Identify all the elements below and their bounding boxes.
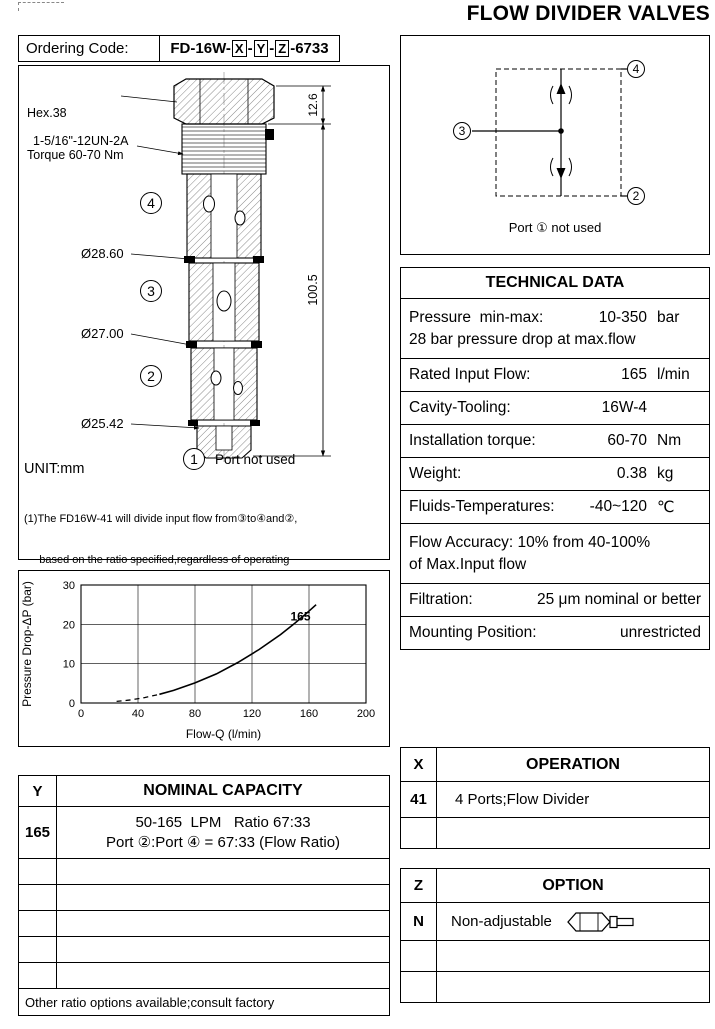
svg-text:Pressure Drop-ΔP (bar): Pressure Drop-ΔP (bar) (20, 581, 34, 707)
code-suffix: -6733 (290, 40, 329, 57)
pressure-drop-chart-panel (18, 570, 390, 747)
table-row-temperature (401, 490, 709, 523)
schematic-caption: Port ① not used (508, 220, 602, 235)
table-row-weight (401, 457, 709, 490)
svg-text:20: 20 (62, 619, 75, 632)
row-key: N (401, 903, 437, 940)
table-title: NOMINAL CAPACITY (143, 782, 303, 799)
table-footer: Other ratio options available;consult factory (19, 988, 389, 1015)
ordering-code-label: Ordering Code: (26, 40, 129, 57)
tech-note: of Max.Input flow (409, 555, 527, 573)
empty-row (19, 884, 389, 910)
torque-text: Torque 60-70 Nm (27, 148, 124, 162)
pressure-drop-chart (19, 571, 388, 745)
hex-size-text: Hex.38 (27, 106, 67, 120)
option-value: Non-adjustable (451, 913, 552, 930)
tech-value: 16W-4 (601, 399, 647, 416)
tech-unit: l/min (657, 366, 690, 383)
column-key-y: Y (19, 776, 57, 806)
empty-row (401, 940, 709, 971)
technical-data-table (400, 267, 710, 650)
code-prefix: FD-16W- (170, 40, 231, 57)
empty-row (19, 910, 389, 936)
hex-plug-icon (564, 910, 640, 934)
svg-text:Flow-Q (l/min): Flow-Q (l/min) (185, 727, 262, 741)
dim-label-12-6: 12.6 (306, 93, 320, 117)
tech-value: 165 (621, 366, 647, 383)
table-row-41 (401, 781, 709, 817)
nominal-capacity-table (18, 775, 390, 1016)
ordering-code-box (18, 35, 340, 62)
option-table (400, 868, 710, 1003)
empty-row (401, 817, 709, 848)
tech-unit: ℃ (657, 498, 675, 516)
svg-text:120: 120 (242, 708, 262, 720)
tech-unit: bar (657, 308, 680, 326)
port-4-label: 4 (140, 192, 162, 214)
operation-table (400, 747, 710, 849)
svg-text:200: 200 (356, 708, 376, 720)
row-key: 41 (401, 782, 437, 817)
code-separator: - (269, 40, 275, 57)
svg-text:160: 160 (299, 708, 319, 720)
table-title: OPERATION (526, 755, 620, 773)
code-z-placeholder: Z (275, 40, 289, 57)
crop-mark (18, 2, 64, 11)
tech-value: 60-70 (607, 432, 647, 449)
tech-value: unrestricted (620, 624, 701, 641)
svg-text:30: 30 (62, 580, 75, 592)
table-row-mounting (401, 616, 709, 649)
schematic-port-4: 4 (627, 60, 645, 78)
table-title: OPTION (542, 876, 604, 894)
tech-note: 28 bar pressure drop at max.flow (409, 330, 636, 348)
technical-data-title: TECHNICAL DATA (485, 274, 625, 291)
code-separator: - (247, 40, 253, 57)
schematic-panel (400, 35, 710, 255)
note-line: based on the ratio specified,regardless of operating (24, 553, 290, 566)
table-header (401, 869, 709, 902)
diameter-label-mid: Ø27.00 (81, 326, 124, 341)
tech-label: Filtration: (409, 591, 473, 608)
table-row-165 (19, 806, 389, 858)
code-y-placeholder: Y (254, 40, 269, 57)
tech-label: Mounting Position: (409, 624, 537, 641)
svg-text:40: 40 (131, 708, 145, 720)
table-row-cavity (401, 391, 709, 424)
tech-label: Cavity-Tooling: (409, 399, 511, 416)
table-header (401, 748, 709, 781)
table-header (19, 776, 389, 806)
empty-row (19, 936, 389, 962)
row-key: 165 (19, 807, 57, 858)
svg-text:0: 0 (77, 708, 85, 720)
note-line: (1)The FD16W-41 will divide input flow from③to④and②, (24, 513, 298, 526)
port-2-label: 2 (140, 365, 162, 387)
tech-label: Fluids-Temperatures: (409, 498, 555, 515)
ordering-code-value (159, 36, 339, 61)
diameter-label-bottom: Ø25.42 (81, 416, 124, 431)
valve-drawing-panel (18, 65, 390, 566)
column-key-z: Z (401, 869, 437, 902)
table-row-pressure (401, 298, 709, 358)
empty-row (19, 858, 389, 884)
tech-value: 10-350 (598, 308, 647, 326)
tech-unit: Nm (657, 432, 682, 449)
svg-text:165: 165 (290, 609, 311, 624)
schematic-port-3: 3 (453, 122, 471, 140)
table-row-n (401, 902, 709, 940)
tech-label: Rated Input Flow: (409, 366, 531, 383)
thread-spec-label: 1-5/16"-12UN-2A (33, 134, 129, 148)
table-row-rated-flow (401, 358, 709, 391)
port-1-note: Port not used (215, 452, 296, 467)
diameter-label-top: Ø28.60 (81, 246, 124, 261)
tech-label: Weight: (409, 465, 462, 482)
svg-text:80: 80 (188, 708, 202, 720)
ratio-text: Port ②:Port ④ = 67:33 (Flow Ratio) (105, 833, 341, 851)
tech-value: 25 μm nominal or better (536, 591, 701, 608)
table-row-flow-accuracy (401, 523, 709, 583)
column-key-x: X (401, 748, 437, 781)
port-1-label: 1 (183, 448, 205, 470)
tech-value: -40~120 (589, 498, 647, 515)
empty-row (401, 971, 709, 1002)
dim-label-100-5: 100.5 (306, 274, 320, 306)
svg-text:0: 0 (68, 698, 75, 710)
unit-label: UNIT:mm (24, 461, 85, 477)
code-x-placeholder: X (232, 40, 247, 57)
svg-text:10: 10 (62, 658, 75, 671)
tech-unit: kg (657, 465, 674, 482)
operation-value: 4 Ports;Flow Divider (455, 791, 590, 808)
tech-label: Pressure min-max: (409, 308, 544, 326)
page-title: FLOW DIVIDER VALVES (466, 2, 710, 25)
tech-label: Flow Accuracy: 10% from 40-100% (409, 533, 651, 551)
schematic-port-2: 2 (627, 187, 645, 205)
empty-row (19, 962, 389, 988)
table-row-filtration (401, 583, 709, 616)
table-row-torque (401, 424, 709, 457)
port-3-label: 3 (140, 280, 162, 302)
tech-label: Installation torque: (409, 432, 536, 449)
tech-value: 0.38 (616, 465, 647, 482)
capacity-text: 50-165 LPM Ratio 67:33 (135, 813, 311, 831)
